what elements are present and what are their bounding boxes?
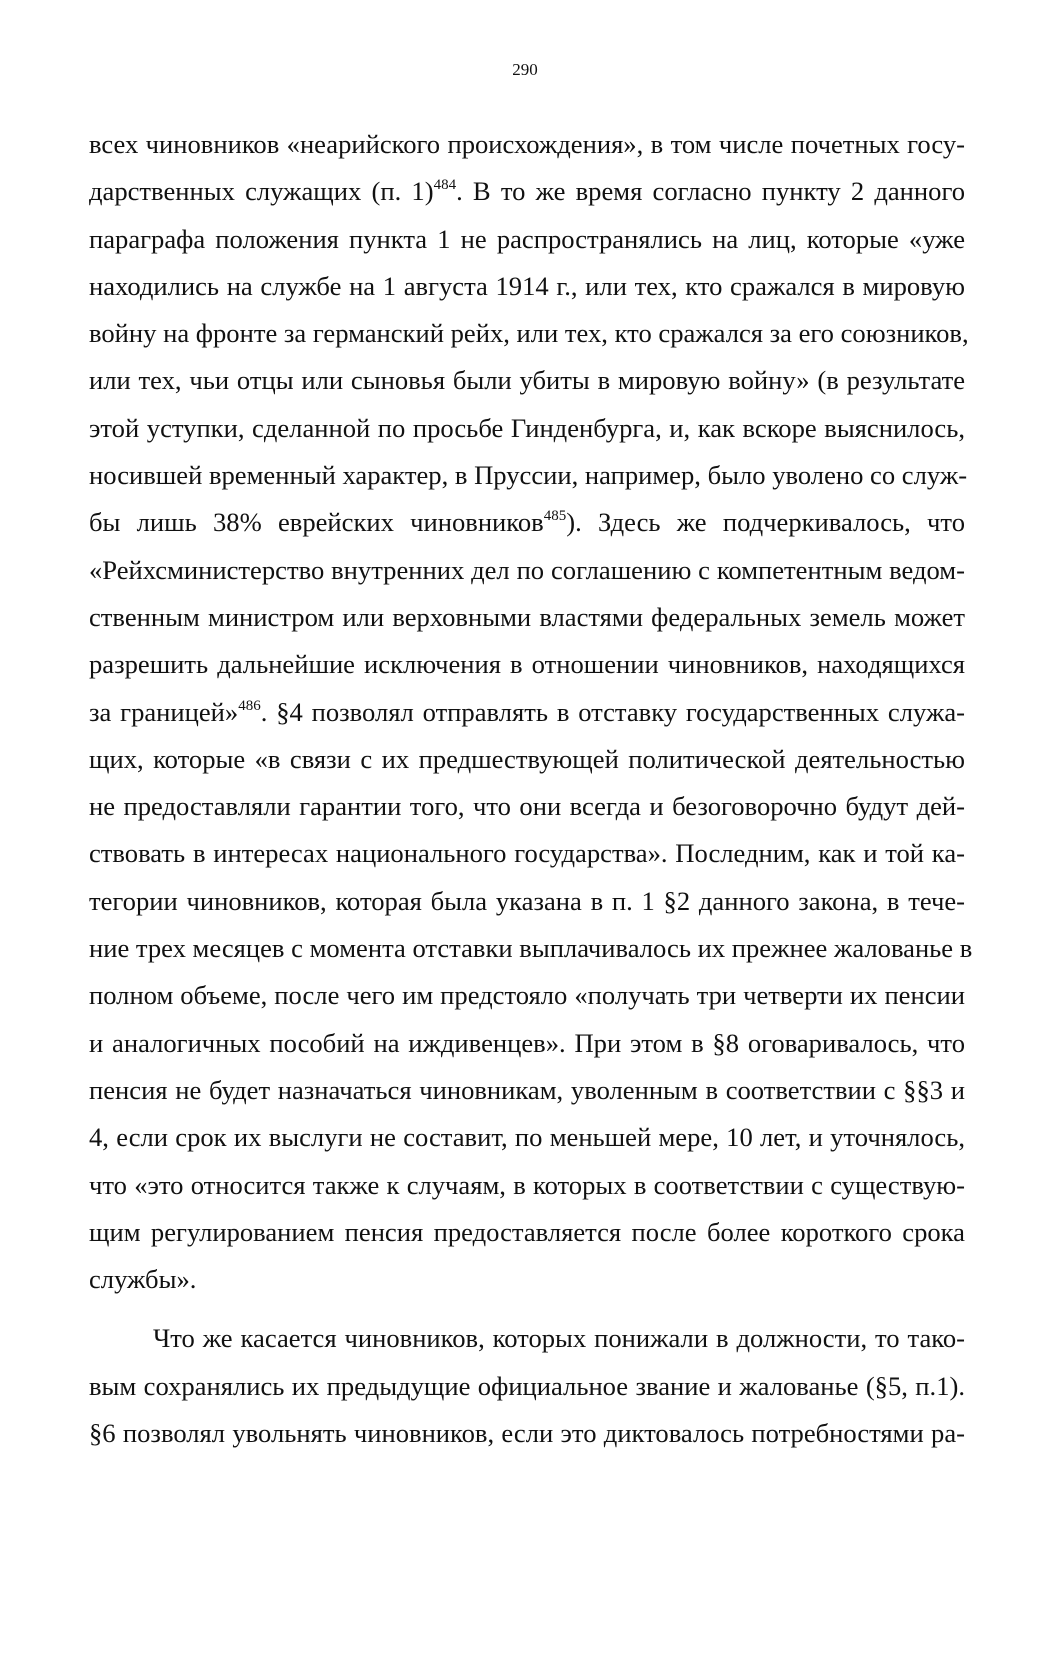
text-line xyxy=(89,1020,965,1067)
text-line xyxy=(89,783,965,830)
text-line xyxy=(89,689,965,736)
line-text: 4, если срок их выслуги не составит, по меньшей мере, 10 лет, и уточнялось, xyxy=(89,1122,965,1153)
line-text: не предоставляли гарантии того, что они всегда и безоговорочно будут дей- xyxy=(89,791,965,822)
text-line xyxy=(89,499,965,546)
paragraph xyxy=(89,1315,965,1457)
text-line xyxy=(89,452,968,499)
text-line xyxy=(89,1162,965,1209)
line-text: этой уступки, сделанной по просьбе Гинденбурга, и, как вскоре выяснилось, xyxy=(89,412,965,443)
text-line xyxy=(89,925,973,972)
text-line xyxy=(89,878,965,925)
text-line xyxy=(89,263,965,310)
line-text: войну на фронте за германский рейх, или тех, кто сражался за его союзников, xyxy=(89,318,969,349)
line-text-continued: ). Здесь же подчеркивалось, что xyxy=(566,507,965,538)
line-text: ствовать в интересах национального государства». Последним, как и той ка- xyxy=(89,838,965,869)
text-line xyxy=(89,168,965,215)
line-text: вым сохранялись их предыдущие официальное звание и жалованье (§5, п.1). xyxy=(89,1370,965,1401)
line-text: разрешить дальнейшие исключения в отношении чиновников, находящихся xyxy=(89,649,965,680)
line-text: §6 позволял увольнять чиновников, если это диктовалось потребностями ра- xyxy=(89,1418,965,1449)
line-text: носившей временный характер, в Пруссии, например, было уволено со служ- xyxy=(89,460,968,491)
text-line xyxy=(89,830,965,877)
text-line xyxy=(89,594,965,641)
footnote-marker: 486 xyxy=(238,697,261,714)
line-text-continued: . §4 позволял отправлять в отставку государственных служа- xyxy=(260,696,965,727)
text-line xyxy=(89,1114,965,1161)
text-line xyxy=(89,357,965,404)
footnote-marker: 484 xyxy=(433,177,457,194)
text-line xyxy=(89,547,965,594)
line-text: тегории чиновников, которая была указана в п. 1 §2 данного закона, в тече- xyxy=(89,885,965,916)
text-line xyxy=(89,641,965,688)
document-body xyxy=(89,121,973,1457)
line-text: за границей» xyxy=(89,696,239,727)
text-line xyxy=(89,1209,965,1256)
text-line xyxy=(89,310,969,357)
text-line xyxy=(89,405,965,452)
text-line xyxy=(89,972,965,1019)
text-line xyxy=(89,121,965,168)
line-text: бы лишь 38% еврейских чиновников xyxy=(89,507,544,538)
text-line xyxy=(89,736,965,783)
page-number: 290 xyxy=(512,60,538,79)
text-line xyxy=(89,216,965,263)
text-line xyxy=(89,1410,965,1457)
text-line xyxy=(89,1363,965,1410)
line-text: пенсия не будет назначаться чиновникам, уволенным в соответствии с §§3 и xyxy=(89,1074,965,1105)
line-text: что «это относится также к случаям, в которых в соответствии с существую- xyxy=(89,1169,965,1200)
line-text-continued: . В то же время согласно пункту 2 данного xyxy=(456,176,965,207)
line-text: щих, которые «в связи с их предшествующей политической деятельностью xyxy=(89,743,965,774)
line-text: службы». xyxy=(89,1264,197,1295)
text-line xyxy=(89,1315,965,1362)
line-text: всех чиновников «неарийского происхождения», в том числе почетных госу- xyxy=(89,129,965,159)
line-text: полном объеме, после чего им предстояло «получать три четверти их пенсии xyxy=(89,980,965,1011)
line-text: ственным министром или верховными властями федеральных земель может xyxy=(89,601,965,632)
paragraph xyxy=(89,121,973,1303)
text-line xyxy=(89,1067,965,1114)
line-text: «Рейхсминистерство внутренних дел по соглашению с компетентным ведом- xyxy=(89,554,965,585)
footnote-marker: 485 xyxy=(543,508,567,525)
paragraph-gap xyxy=(89,1303,965,1315)
line-text: Что же касается чиновников, которых понижали в должности, то тако- xyxy=(153,1323,965,1354)
line-text: и аналогичных пособий на иждивенцев». При этом в §8 оговаривалось, что xyxy=(89,1027,965,1058)
line-text: ние трех месяцев с момента отставки выплачивалось их прежнее жалованье в xyxy=(89,933,973,964)
line-text: щим регулированием пенсия предоставляется после более короткого срока xyxy=(89,1216,965,1247)
line-text: находились на службе на 1 августа 1914 г., или тех, кто сражался в мировую xyxy=(89,270,965,301)
line-text: дарственных служащих (п. 1) xyxy=(89,176,434,207)
line-text: параграфа положения пункта 1 не распространялись на лиц, которые «уже xyxy=(89,223,965,254)
text-line xyxy=(89,1256,965,1303)
line-text: или тех, чьи отцы или сыновья были убиты в мировую войну» (в результате xyxy=(89,365,965,396)
